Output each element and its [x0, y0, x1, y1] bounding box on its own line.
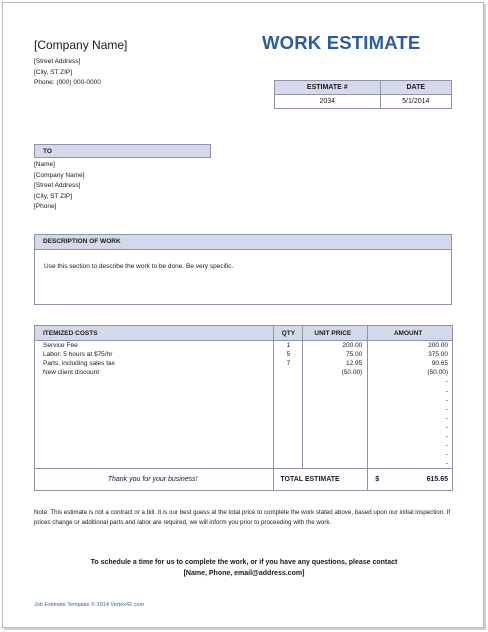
item-amount: -: [368, 459, 453, 469]
item-unit-price[interactable]: (50.00): [303, 368, 368, 377]
item-description[interactable]: Labor: 5 hours at $75/hr: [35, 350, 274, 359]
contact-line-2[interactable]: [Name, Phone, email@address.com]: [183, 570, 305, 577]
item-qty[interactable]: 7: [274, 359, 303, 368]
description-header: DESCRIPTION OF WORK: [35, 235, 451, 250]
item-amount: -: [368, 414, 453, 423]
date-value[interactable]: 5/1/2014: [380, 95, 451, 109]
item-description[interactable]: [35, 377, 274, 386]
item-amount: -: [368, 441, 453, 450]
item-row: [35, 386, 453, 395]
item-amount: 200.00: [368, 341, 453, 351]
from-address-block: [34, 57, 101, 89]
itemized-costs-table: [34, 325, 453, 491]
item-amount: -: [368, 450, 453, 459]
item-amount: 375.00: [368, 350, 453, 359]
from-company-name: [Company Name]: [34, 38, 128, 52]
item-amount: -: [368, 396, 453, 405]
item-description[interactable]: Service Fee: [35, 341, 274, 351]
item-row: [35, 432, 453, 441]
item-unit-price[interactable]: 12.95: [303, 359, 368, 368]
item-row: [35, 396, 453, 405]
item-unit-price[interactable]: [303, 405, 368, 414]
item-amount: 90.65: [368, 359, 453, 368]
item-qty[interactable]: 5: [274, 350, 303, 359]
to-street[interactable]: [Street Address]: [34, 182, 81, 189]
currency-symbol: $: [375, 476, 380, 484]
total-estimate-label: TOTAL ESTIMATE: [274, 469, 368, 491]
to-address-block: [34, 160, 85, 213]
to-company[interactable]: [Company Name]: [34, 171, 85, 179]
item-description[interactable]: Parts, including sales tax: [35, 359, 274, 368]
item-qty[interactable]: [274, 396, 303, 405]
item-unit-price[interactable]: [303, 414, 368, 423]
from-street: [Street Address]: [34, 58, 81, 65]
item-unit-price[interactable]: [303, 432, 368, 441]
item-row: [35, 359, 453, 368]
to-section-header: TO: [34, 144, 211, 158]
date-header: DATE: [380, 81, 451, 95]
item-qty[interactable]: [274, 414, 303, 423]
total-row: [35, 469, 453, 491]
item-qty[interactable]: [274, 377, 303, 386]
item-qty[interactable]: [274, 450, 303, 459]
contact-block: [34, 557, 454, 579]
item-unit-price[interactable]: [303, 450, 368, 459]
total-estimate-cell: [368, 469, 453, 491]
item-unit-price[interactable]: [303, 423, 368, 432]
item-description[interactable]: [35, 396, 274, 405]
item-unit-price[interactable]: 200.00: [303, 341, 368, 351]
item-description[interactable]: [35, 441, 274, 450]
item-amount: -: [368, 405, 453, 414]
estimate-info-table: [274, 80, 452, 109]
contact-line-1: To schedule a time for us to complete the work, or if you have any questions, please contact: [90, 559, 398, 566]
to-city[interactable]: [City, ST ZIP]: [34, 192, 73, 200]
item-amount: -: [368, 386, 453, 395]
col-header-qty: QTY: [274, 326, 303, 341]
item-qty[interactable]: [274, 459, 303, 469]
item-description[interactable]: [35, 432, 274, 441]
item-description[interactable]: New client discount: [35, 368, 274, 377]
items-header-row: [35, 326, 453, 341]
item-unit-price[interactable]: [303, 396, 368, 405]
item-row: [35, 450, 453, 459]
item-amount: -: [368, 423, 453, 432]
col-header-amount: AMOUNT: [368, 326, 453, 341]
item-qty[interactable]: [274, 441, 303, 450]
item-unit-price[interactable]: [303, 377, 368, 386]
to-phone[interactable]: [Phone]: [34, 203, 57, 210]
item-description[interactable]: [35, 386, 274, 395]
description-text[interactable]: Use this section to describe the work to be done. Be very specific.: [44, 263, 234, 270]
item-unit-price[interactable]: [303, 386, 368, 395]
item-amount: (50.00): [368, 368, 453, 377]
item-description[interactable]: [35, 450, 274, 459]
item-row: [35, 414, 453, 423]
item-row: [35, 423, 453, 432]
footer-copyright-link[interactable]: Job Estimate Template © 2014 Vertex42.com: [34, 602, 145, 608]
item-unit-price[interactable]: 75.00: [303, 350, 368, 359]
item-row: [35, 441, 453, 450]
from-phone: Phone: (000) 000-0000: [34, 79, 101, 86]
item-qty[interactable]: 1: [274, 341, 303, 351]
item-qty[interactable]: [274, 405, 303, 414]
item-amount: -: [368, 432, 453, 441]
item-row: [35, 341, 453, 351]
item-unit-price[interactable]: [303, 441, 368, 450]
col-header-itemized-costs: ITEMIZED COSTS: [35, 326, 274, 341]
estimate-number-value[interactable]: 2034: [275, 95, 381, 109]
disclaimer-note: Note: This estimate is not a contract or a bill. It is our best guess at the total price to complete the work stated above, based upon our initial inspection. If prices change or additional parts and labor are required, we will inform you prior to proceeding with the work.: [34, 509, 451, 526]
item-qty[interactable]: [274, 368, 303, 377]
item-row: [35, 459, 453, 469]
total-estimate-value: 615.65: [426, 476, 448, 484]
item-unit-price[interactable]: [303, 459, 368, 469]
item-qty[interactable]: [274, 432, 303, 441]
item-description[interactable]: [35, 423, 274, 432]
thank-you-message: Thank you for your business!: [35, 469, 274, 491]
item-qty[interactable]: [274, 423, 303, 432]
item-row: [35, 377, 453, 386]
item-description[interactable]: [35, 405, 274, 414]
to-name[interactable]: [Name]: [34, 161, 55, 168]
col-header-unit-price: UNIT PRICE: [303, 326, 368, 341]
item-description[interactable]: [35, 414, 274, 423]
estimate-number-header: ESTIMATE #: [275, 81, 381, 95]
item-row: [35, 368, 453, 377]
item-qty[interactable]: [274, 386, 303, 395]
item-description[interactable]: [35, 459, 274, 469]
document-title: WORK ESTIMATE: [262, 32, 421, 53]
item-amount: -: [368, 377, 453, 386]
item-row: [35, 405, 453, 414]
description-of-work-box: [34, 234, 452, 305]
from-city: [City, ST ZIP]: [34, 68, 73, 76]
item-row: [35, 350, 453, 359]
